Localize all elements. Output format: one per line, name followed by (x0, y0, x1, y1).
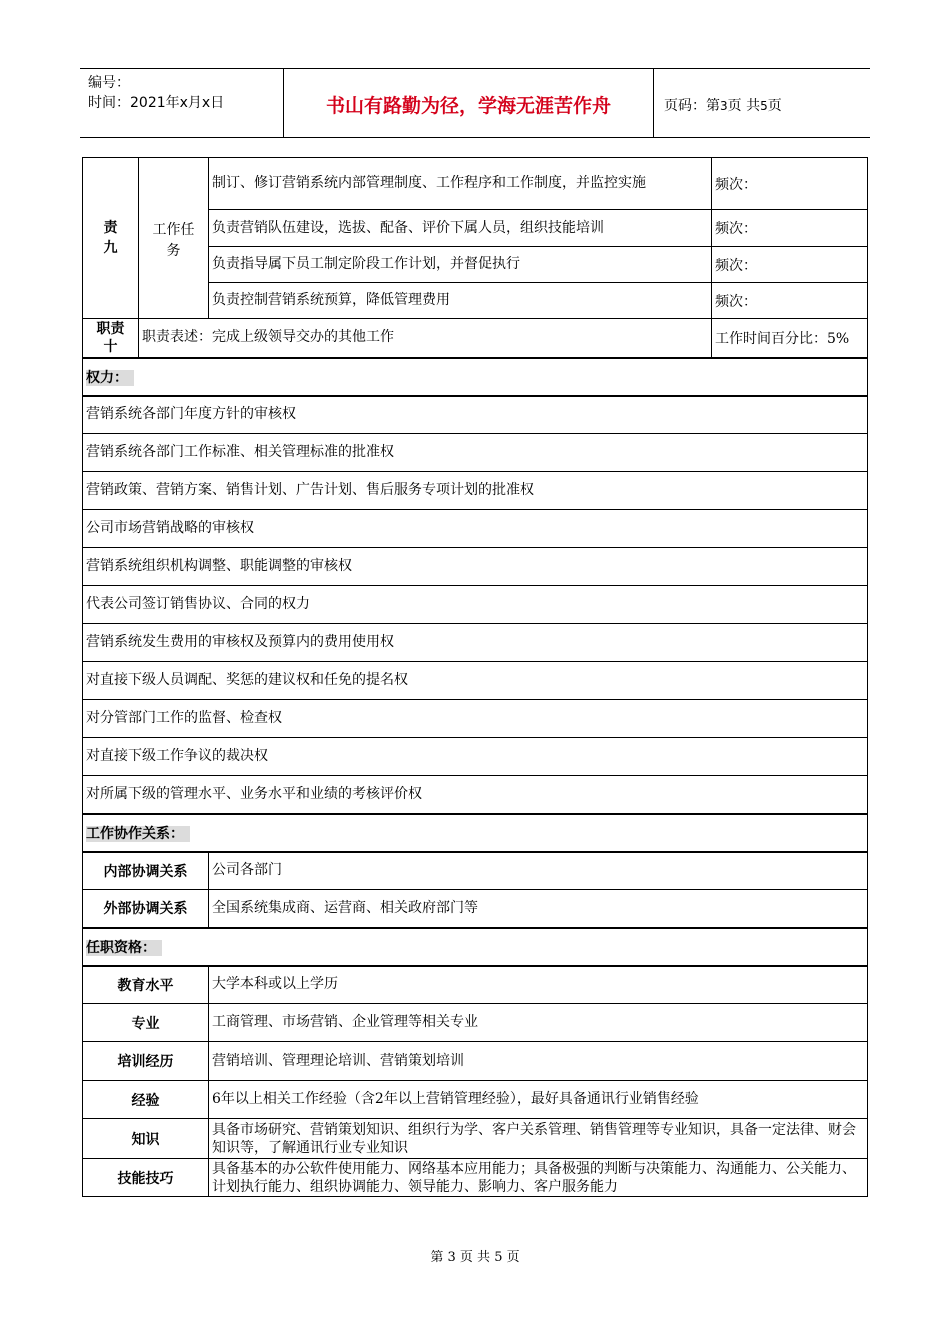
qualification-label: 知识 (83, 1119, 209, 1159)
document-number-label: 编号： (88, 75, 130, 91)
header-meta (88, 73, 278, 113)
qualification-row (83, 1159, 868, 1197)
relations-title: 工作协作关系： (86, 826, 190, 842)
qualification-row (83, 1081, 868, 1119)
duty10-row (83, 319, 868, 358)
authority-item: 对分管部门工作的监督、检查权 (83, 700, 868, 738)
qualification-label: 技能技巧 (83, 1159, 209, 1197)
qualification-row (83, 1119, 868, 1159)
external-relations-label: 外部协调关系 (83, 890, 209, 928)
authority-item: 营销系统组织机构调整、职能调整的审核权 (83, 548, 868, 586)
qualification-row (83, 1004, 868, 1042)
header-page-indicator: 页码：第3页 共5页 (664, 98, 782, 114)
qualification-value: 具备基本的办公软件使用能力、网络基本应用能力；具备极强的判断与决策能力、沟通能力、公关能力、计划执行能力、组织协调能力、领导能力、影响力、客户服务能力 (209, 1159, 868, 1197)
qualification-value: 具备市场研究、营销策划知识、组织行为学、客户关系管理、销售管理等专业知识，具备一定法律、财会知识等，了解通讯行业专业知识 (209, 1119, 868, 1159)
authority-section-header (83, 358, 868, 396)
duty9-task-text: 制订、修订营销系统内部管理制度、工作程序和工作制度，并监控实施 (209, 158, 712, 210)
external-relations-value: 全国系统集成商、运营商、相关政府部门等 (209, 890, 868, 928)
relations-section-header (83, 814, 868, 852)
duty9-task-frequency: 频次： (712, 247, 868, 283)
qualifications-section-header (83, 928, 868, 966)
qualification-row (83, 1042, 868, 1081)
authority-item: 对直接下级人员调配、奖惩的建议权和任免的提名权 (83, 662, 868, 700)
duty9-task-frequency: 频次： (712, 283, 868, 319)
internal-relations-row (83, 852, 868, 890)
external-relations-row (83, 890, 868, 928)
qualification-label: 教育水平 (83, 966, 209, 1004)
qualification-value: 营销培训、管理理论培训、营销策划培训 (209, 1042, 868, 1081)
qualification-label: 专业 (83, 1004, 209, 1042)
header-motto: 书山有路勤为径，学海无涯苦作舟 (325, 95, 611, 117)
qualification-label: 培训经历 (83, 1042, 209, 1081)
page-footer: 第 3 页 共 5 页 (430, 1250, 520, 1265)
internal-relations-value: 公司各部门 (209, 852, 868, 890)
authority-item: 对直接下级工作争议的裁决权 (83, 738, 868, 776)
authority-item: 营销政策、营销方案、销售计划、广告计划、售后服务专项计划的批准权 (83, 472, 868, 510)
duty9-task-frequency: 频次： (712, 210, 868, 247)
document-date: 时间：2021年x月x日 (88, 95, 225, 111)
duty10-label: 职责十 (83, 319, 139, 358)
duty9-label: 责九 (83, 158, 139, 319)
duty10-description: 职责表述：完成上级领导交办的其他工作 (139, 319, 712, 358)
page-header (80, 68, 870, 138)
duty9-task-text: 负责控制营销系统预算，降低管理费用 (209, 283, 712, 319)
qualification-label: 经验 (83, 1081, 209, 1119)
qualifications-title: 任职资格： (86, 940, 162, 956)
authority-item: 代表公司签订销售协议、合同的权力 (83, 586, 868, 624)
authority-item: 营销系统各部门年度方针的审核权 (83, 396, 868, 434)
duty9-task-row (83, 158, 868, 210)
authority-item: 营销系统发生费用的审核权及预算内的费用使用权 (83, 624, 868, 662)
duty9-task-text: 负责营销队伍建设，选拔、配备、评价下属人员，组织技能培训 (209, 210, 712, 247)
internal-relations-label: 内部协调关系 (83, 852, 209, 890)
duty9-sublabel: 工作任务 (139, 158, 209, 319)
authority-item: 对所属下级的管理水平、业务水平和业绩的考核评价权 (83, 776, 868, 814)
header-divider (653, 69, 654, 137)
authority-item: 营销系统各部门工作标准、相关管理标准的批准权 (83, 434, 868, 472)
authority-item: 公司市场营销战略的审核权 (83, 510, 868, 548)
duty9-task-text: 负责指导属下员工制定阶段工作计划，并督促执行 (209, 247, 712, 283)
qualification-row (83, 966, 868, 1004)
qualification-value: 工商管理、市场营销、企业管理等相关专业 (209, 1004, 868, 1042)
duty10-time-percent: 工作时间百分比：5% (712, 319, 868, 358)
qualification-value: 6年以上相关工作经验（含2年以上营销管理经验），最好具备通讯行业销售经验 (209, 1081, 868, 1119)
job-description-table (82, 157, 868, 1197)
duty9-task-frequency: 频次： (712, 158, 868, 210)
qualification-value: 大学本科或以上学历 (209, 966, 868, 1004)
authority-title: 权力： (86, 370, 134, 386)
